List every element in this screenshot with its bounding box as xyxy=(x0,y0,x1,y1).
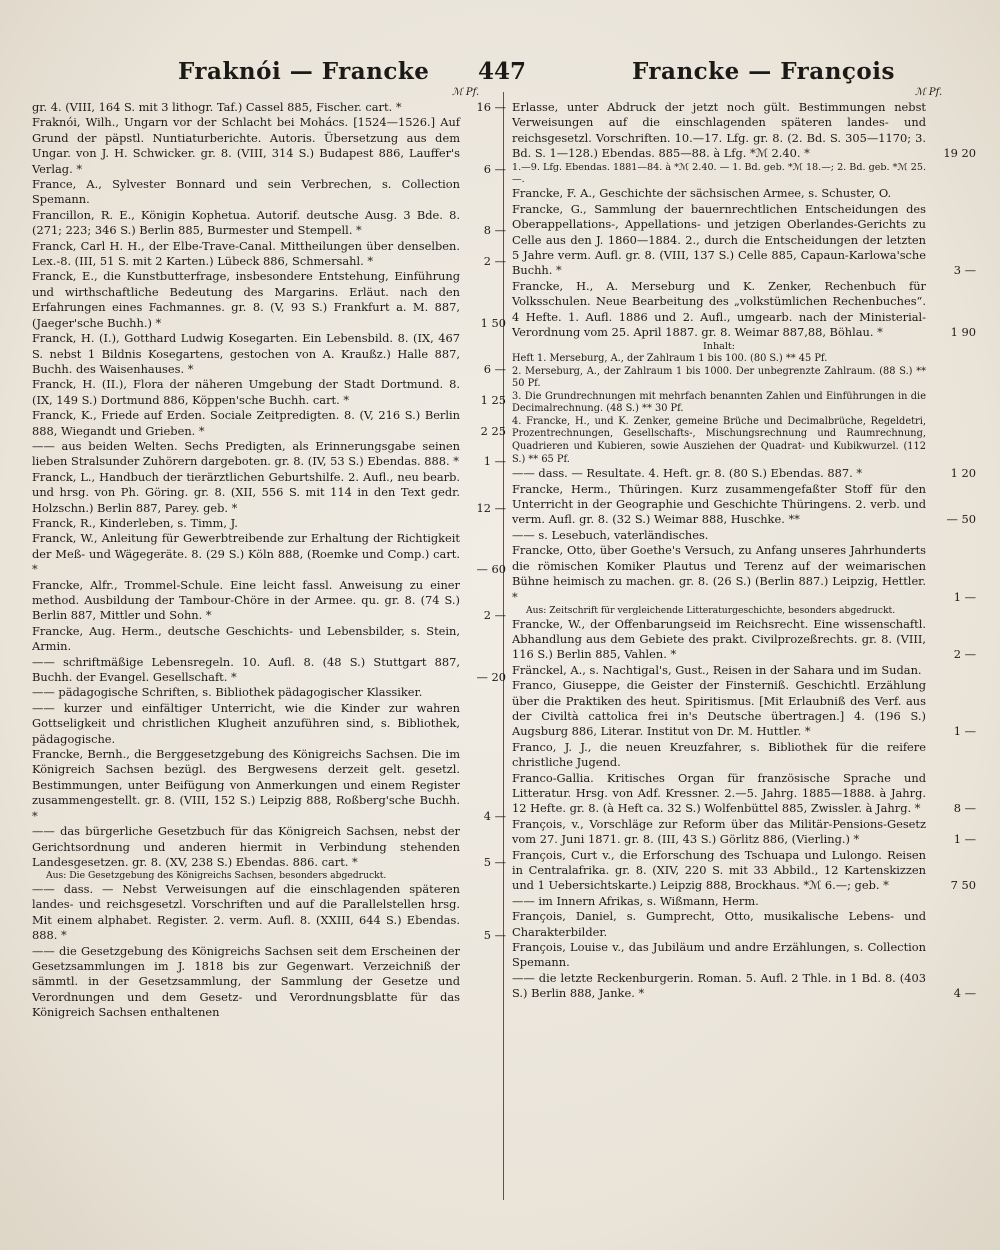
source-note xyxy=(32,870,464,882)
entry-price: 1 — xyxy=(953,832,976,847)
entry-price: 16 — xyxy=(476,100,506,114)
catalog-entry xyxy=(32,944,464,1021)
catalog-entry xyxy=(512,616,976,663)
catalog-entry xyxy=(32,269,506,331)
entry-price: 1 — xyxy=(483,454,506,469)
catalog-entry xyxy=(32,238,506,270)
entry-price: 1 20 xyxy=(950,466,976,481)
entry-text: Francke, F. A., Geschichte der sächsischen Armee, s. Schuster, O. xyxy=(512,186,892,201)
entry-text: Francke, H., A. Merseburg und K. Zenker, Rechenbuch für Volksschulen. Neue Bearbeitung des „volkstümlichen Rechenbuches“. 4 Hefte. 1. Aufl. 1886 und 2. Aufl., umgearb. nach der Ministerial-Verordnung vom 25. April 1887. gr. 8. Weimar 887,88, Böhlau. * xyxy=(512,278,926,340)
entry-text: gr. 4. (VIII, 164 S. mit 3 lithogr. Taf.) Cassel 885, Fischer. cart. * xyxy=(32,100,402,114)
entry-text: Franck, Carl H. H., der Elbe-Trave-Canal. Mittheilungen über denselben. Lex.-8. (III, 51 S. mit 2 Karten.) Lübeck 886, Schmersahl. * xyxy=(32,238,460,269)
catalog-entry xyxy=(32,408,506,439)
entry-text: Franck, R., Kinderleben, s. Timm, J. xyxy=(32,515,238,530)
catalog-entry xyxy=(512,894,930,909)
entry-price: — 20 xyxy=(476,670,506,685)
entry-price: 12 — xyxy=(476,500,506,515)
entry-text: Francke, Herm., Thüringen. Kurz zusammengefaßter Stoff für den Unterricht in der Geographie und Geschichte Thüringens. 2. verb. und verm. Aufl. gr. 8. (32 S.) Weimar 888, Huschke. ** xyxy=(512,481,926,527)
entry-text: 1.—9. Lfg. Ebendas. 1881—84. à *ℳ 2.40. — 1. Bd. geb. *ℳ 18.—; 2. Bd. geb. *ℳ 25.—. xyxy=(512,161,926,186)
entry-text: Franck, H. (I.), Gotthard Ludwig Kosegarten. Ein Lebensbild. 8. (IX, 467 S. nebst 1 Bildnis Kosegartens, gestochen von A. Kraußz.) Halle 887, Buchh. des Waisenhauses. * xyxy=(32,331,460,376)
entry-text: 3. Die Grundrechnungen mit mehrfach benannten Zahlen und Einführungen in die Decimalrechnung. (48 S.) ** 30 Pf. xyxy=(512,390,926,415)
catalog-entry xyxy=(512,663,930,678)
entry-text: Francke, Alfr., Trommel-Schule. Eine leicht fassl. Anweisung zu einer method. Ausbildung der Tambour-Chöre in der Armee. qu. gr. 8. (74 S.) Berlin 887, Mittler und Sohn. * xyxy=(32,577,460,623)
entry-price: 5 — xyxy=(483,928,506,943)
catalog-entry xyxy=(32,438,506,470)
catalog-entry xyxy=(512,770,976,817)
catalog-entry xyxy=(32,654,506,686)
entry-text: Franck, K., Friede auf Erden. Sociale Zeitpredigten. 8. (V, 216 S.) Berlin 888, Wiegandt und Grieben. * xyxy=(32,408,460,438)
entry-text: Franck, L., Handbuch der tierärztlichen Geburtshilfe. 2. Aufl., neu bearb. und hrsg. von Ph. Göring. gr. 8. (XII, 556 S. mit 114 in den Text gedr. Holzschn.) Berlin 887, Parey. geb. * xyxy=(32,469,460,515)
catalog-entry xyxy=(32,207,506,239)
entry-text: —— schriftmäßige Lebensregeln. 10. Aufl. 8. (48 S.) Stuttgart 887, Buchh. der Evangel. Gesellschaft. * xyxy=(32,654,460,685)
catalog-entry xyxy=(32,469,506,516)
entry-price: 2 25 xyxy=(480,423,506,438)
entry-price: 19 20 xyxy=(943,146,976,161)
catalog-entry xyxy=(512,100,976,162)
catalog-entry xyxy=(32,177,464,208)
catalog-entry xyxy=(32,824,506,870)
entry-text: Aus: Die Gesetzgebung des Königreichs Sachsen, besonders abgedruckt. xyxy=(46,870,387,882)
entry-text: Francke, Bernh., die Berggesetzgebung des Königreichs Sachsen. Die im Königreich Sachsen bezügl. des Bergwesens derzeit gelt. gesetzl. Bestimmungen, unter Beifügung von Anmerkungen und einem Register zusammengestellt. gr. 8. (VIII, 152 S.) Leipzig 888, Roßberg'sche Buchh. * xyxy=(32,747,460,823)
entry-text: France, A., Sylvester Bonnard und sein Verbrechen, s. Collection Spemann. xyxy=(32,177,460,207)
page-number: 447 xyxy=(478,58,527,85)
entry-text: Franck, W., Anleitung für Gewerbtreibende zur Erhaltung der Richtigkeit der Meß- und Wägegeräte. 8. (29 S.) Köln 888, (Roemke und Comp.) cart. * xyxy=(32,531,460,577)
entry-price: 7 50 xyxy=(950,878,976,893)
catalog-entry xyxy=(32,685,464,700)
entry-price: 2 — xyxy=(483,608,506,623)
entry-text: François, Louise v., das Jubiläum und andre Erzählungen, s. Collection Spemann. xyxy=(512,940,926,970)
entry-price: 1 — xyxy=(953,724,976,739)
entry-text: Francke, Aug. Herm., deutsche Geschichts- und Lebensbilder, s. Stein, Armin. xyxy=(32,623,460,654)
entry-price: 1 90 xyxy=(950,325,976,340)
entry-price: 4 — xyxy=(953,986,976,1001)
entry-text: Aus: Zeitschrift für vergleichende Litteraturgeschichte, besonders abgedruckt. xyxy=(526,604,896,616)
entry-price: 1 50 xyxy=(480,315,506,330)
entry-price: 1 — xyxy=(953,589,976,604)
entry-price: 1 25 xyxy=(480,392,506,407)
source-note xyxy=(512,605,930,617)
entry-text: Francke, G., Sammlung der bauernrechtlichen Entscheidungen des Oberappellations-, Appellations- und jetzigen Oberlandes-Gerichts zu Celle aus den J. 1860—1884. 2., durch die Entscheidungen der letzten 5 Jahre verm. Aufl. gr. 8. (VIII, 137 S.) Celle 885, Capaun-Karlowa'sche Buchh. * xyxy=(512,201,926,278)
entry-text: Fraknói, Wilh., Ungarn vor der Schlacht bei Mohács. [1524—1526.] Auf Grund der päpstl. Nuntiaturberichte. Autoris. Übersetzung aus dem Ungar. von J. H. Schwicker. gr. 8. (VIII, 314 S.) Budapest 886, Lauffer's Verlag. * xyxy=(32,115,460,176)
contents-item xyxy=(512,353,930,366)
catalog-entry xyxy=(512,847,976,894)
entry-price: 6 — xyxy=(483,161,506,176)
entry-text: Franco-Gallia. Kritisches Organ für französische Sprache und Litteratur. Hrsg. von Adf. Kressner. 2.—5. Jahrg. 1885—1888. à Jahrg. 12 Hefte. gr. 8. (à Heft ca. 32 S.) Wolfenbüttel 885, Zwissler. à Jahrg. * xyxy=(512,770,926,816)
catalog-entry xyxy=(512,970,976,1002)
currency-unit-left: ℳ Pf. xyxy=(452,87,480,98)
left-column xyxy=(32,100,506,1021)
catalog-entry xyxy=(32,747,506,824)
catalog-entry xyxy=(512,162,930,187)
catalog-entry xyxy=(512,528,930,543)
catalog-entry xyxy=(32,577,506,624)
entry-text: Inhalt: xyxy=(702,340,736,352)
entry-text: Franco, J. J., die neuen Kreuzfahrer, s. Bibliothek für die reifere christliche Jugend. xyxy=(512,739,926,770)
entry-text: —— s. Lesebuch, vaterländisches. xyxy=(512,527,709,542)
running-head-right: Francke — François xyxy=(632,58,895,85)
entry-text: Franck, H. (II.), Flora der näheren Umgebung der Stadt Dortmund. 8. (IX, 149 S.) Dortmund 886, Köppen'sche Buchh. cart. * xyxy=(32,377,460,407)
catalog-entry xyxy=(32,531,506,577)
catalog-entry xyxy=(32,624,464,655)
catalog-entry xyxy=(32,331,506,377)
entry-text: François, Daniel, s. Gumprecht, Otto, musikalische Lebens- und Charakterbilder. xyxy=(512,909,926,939)
catalog-entry xyxy=(512,940,930,971)
entry-text: Fränckel, A., s. Nachtigal's, Gust., Reisen in der Sahara und im Sudan. xyxy=(512,662,922,677)
catalog-entry xyxy=(512,816,976,848)
entry-price: — 50 xyxy=(946,512,976,527)
right-column xyxy=(512,100,976,1002)
catalog-entry xyxy=(32,881,506,944)
entry-text: 4. Francke, H., und K. Zenker, gemeine Brüche und Decimalbrüche, Regeldetri, Prozentrechnungen, Gesellschafts-, Mischungsrechnung und Raumrechnung, Quadrieren und Kubieren, sowie Ausziehen der Quadrat- und Kubikwurzel. (112 S.) ** 65 Pf. xyxy=(512,415,926,465)
catalog-entry xyxy=(512,909,930,940)
entry-price: 3 — xyxy=(953,263,976,278)
entry-text: Erlasse, unter Abdruck der jetzt noch gült. Bestimmungen nebst Verweisungen auf die einschlagenden späteren landes- und reichsgesetzl. Vorschriften. 10.—17. Lfg. gr. 8. (2. Bd. S. 305—1170; 3. Bd. S. 1—128.) Ebendas. 885—88. à Lfg. *ℳ 2.40. * xyxy=(512,100,926,161)
entry-text: —— die Gesetzgebung des Königreichs Sachsen seit dem Erscheinen der Gesetzsammlungen im J. 1818 bis zur Gegenwart. Verzeichniß der sämmtl. in der Gesetzsammlung, der Sammlung der Gesetze und Verordnungen und dem Gesetz- und Verordnungsblatte für das Königreich Sachsen enthaltenen xyxy=(32,943,460,1020)
entry-text: —— aus beiden Welten. Sechs Predigten, als Erinnerungsgabe seinen lieben Stralsunder Zuhörern dargeboten. gr. 8. (IV, 53 S.) Ebendas. 888. * xyxy=(32,438,460,469)
catalog-entry xyxy=(32,115,506,177)
entry-price: 5 — xyxy=(483,854,506,869)
contents-item xyxy=(512,416,930,466)
entry-price: — 60 xyxy=(476,562,506,577)
catalog-entry xyxy=(32,701,464,747)
contents-item xyxy=(512,366,930,391)
entry-text: François, Curt v., die Erforschung des Tschuapa und Lulongo. Reisen in Centralafrika. gr. 8. (XIV, 220 S. mit 33 Abbild., 12 Kartenskizzen und 1 Uebersichtskarte.) Leipzig 888, Brockhaus. *ℳ 6.—; geb. * xyxy=(512,847,926,893)
entry-text: —— das bürgerliche Gesetzbuch für das Königreich Sachsen, nebst der Gerichtsordnung und anderen hiermit in Verbindung stehenden Landesgesetzen. gr. 8. (XV, 238 S.) Ebendas. 886. cart. * xyxy=(32,824,460,869)
catalog-entry xyxy=(32,516,464,531)
entry-text: —— kurzer und einfältiger Unterricht, wie die Kinder zur wahren Gottseligkeit und christlichen Klugheit anzuführen sind, s. Bibliothek, pädagogische. xyxy=(32,700,460,746)
entry-text: Francke, W., der Offenbarungseid im Reichsrecht. Eine wissenschaftl. Abhandlung aus dem Gebiete des prakt. Civilprozeßrechts. gr. 8. (VIII, 116 S.) Berlin 885, Vahlen. * xyxy=(512,616,926,662)
catalog-entry xyxy=(512,278,976,341)
catalog-entry xyxy=(32,100,506,115)
catalog-entry xyxy=(512,186,930,201)
running-head-left: Fraknói — Francke xyxy=(178,58,430,85)
entry-text: Heft 1. Merseburg, A., der Zahlraum 1 bis 100. (80 S.) ** 45 Pf. xyxy=(512,352,828,364)
catalog-entry xyxy=(512,341,930,353)
entry-text: —— dass. — Resultate. 4. Heft. gr. 8. (80 S.) Ebendas. 887. * xyxy=(512,466,863,481)
entry-price: 2 — xyxy=(483,254,506,269)
catalog-entry xyxy=(512,201,976,279)
entry-text: 2. Merseburg, A., der Zahlraum 1 bis 1000. Der unbegrenzte Zahlraum. (88 S.) ** 50 Pf. xyxy=(512,365,926,390)
entry-text: François, v., Vorschläge zur Reform über das Militär-Pensions-Gesetz vom 27. Juni 1871. gr. 8. (III, 43 S.) Görlitz 886, (Vierling.) * xyxy=(512,816,926,847)
currency-unit-right: ℳ Pf. xyxy=(915,87,943,98)
entry-price: 8 — xyxy=(483,223,506,238)
entry-text: —— im Innern Afrikas, s. Wißmann, Herm. xyxy=(512,893,759,908)
catalog-entry xyxy=(512,740,930,771)
entry-text: Francke, Otto, über Goethe's Versuch, zu Anfang unseres Jahrhunderts die römischen Komiker Plautus und Terenz auf der weimarischen Bühne heimisch zu machen. gr. 8. (26 S.) (Berlin 887.) Leipzig, Hettler. * xyxy=(512,543,926,604)
catalog-entry xyxy=(32,377,506,408)
entry-price: 4 — xyxy=(483,808,506,823)
entry-text: Francillon, R. E., Königin Kophetua. Autorif. deutsche Ausg. 3 Bde. 8. (271; 223; 346 S.) Berlin 885, Burmester und Stempell. * xyxy=(32,207,460,238)
entry-text: —— pädagogische Schriften, s. Bibliothek pädagogischer Klassiker. xyxy=(32,685,423,700)
catalog-entry xyxy=(512,466,976,481)
catalog-entry xyxy=(512,543,976,605)
entry-text: Franck, E., die Kunstbutterfrage, insbesondere Entstehung, Einführung und wirthschaftliche Bedeutung des Margarins. Erläut. nach den Erfahrungen eines Fachmannes. gr. 8. (V, 93 S.) Frankfurt a. M. 887, (Jaeger'sche Buchh.) * xyxy=(32,269,460,330)
catalog-entry xyxy=(512,678,976,740)
entry-price: 8 — xyxy=(953,801,976,816)
catalog-entry xyxy=(512,481,976,528)
entry-text: Franco, Giuseppe, die Geister der Finsterniß. Geschichtl. Erzählung über die Praktiken des heut. Spiritismus. [Mit Erlaubniß des Verf. aus der Civiltà cattolica frei in's Deutsche übertragen.] 4. (196 S.) Augsburg 886, Literar. Institut von Dr. M. Huttler. * xyxy=(512,678,926,739)
entry-price: 6 — xyxy=(483,361,506,376)
entry-price: 2 — xyxy=(953,647,976,662)
contents-item xyxy=(512,391,930,416)
entry-text: —— dass. — Nebst Verweisungen auf die einschlagenden späteren landes- und reichsgesetzl. Vorschriften und auf die Parallelstellen hrsg. Mit einem alphabet. Register. 2. verm. Aufl. 8. (XXIII, 644 S.) Ebendas. 888. * xyxy=(32,881,460,943)
entry-text: —— die letzte Reckenburgerin. Roman. 5. Aufl. 2 Thle. in 1 Bd. 8. (403 S.) Berlin 888, Janke. * xyxy=(512,970,926,1001)
